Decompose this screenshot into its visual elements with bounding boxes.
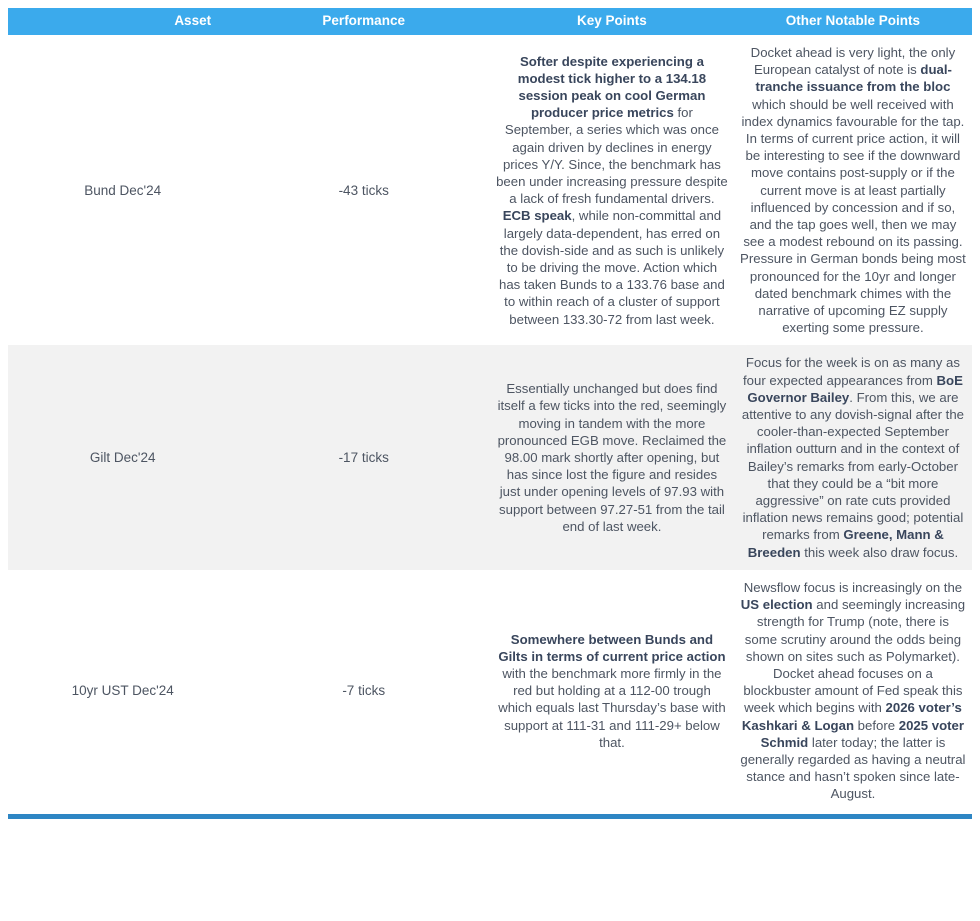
text-segment: later today; the latter is generally regarded as having a neutral stance and hasn’t spoken since late-August.: [740, 734, 966, 802]
bold-text-segment: US election: [740, 597, 813, 613]
column-header-other-notable-points: Other Notable Points: [734, 8, 972, 35]
table-header-row: [8, 8, 972, 35]
text-segment: Focus for the week is on as many as four expected appearances from: [742, 355, 960, 388]
column-header-performance: Performance: [237, 8, 490, 35]
table-row: [8, 35, 972, 345]
performance-cell: -7 ticks: [342, 683, 386, 699]
asset-cell: 10yr UST Dec'24: [71, 683, 174, 699]
asset-performance-table: [8, 8, 972, 812]
text-segment: Docket ahead is very light, the only European catalyst of note is: [750, 45, 956, 78]
other-points-cell: [734, 35, 972, 345]
bold-text-segment: dual-tranche issuance from the bloc: [755, 62, 952, 95]
performance-cell: -43 ticks: [338, 182, 389, 198]
table-row: [8, 345, 972, 569]
table-body: [8, 35, 972, 812]
text-segment: and seemingly increasing strength for Trump (note, there is some scrutiny around the odds being shown on sites such as Polymarket). Docket ahead focuses on a blockbuster amount of Fed speak this week which begins with: [743, 597, 966, 716]
bold-text-segment: Softer despite experiencing a modest tick higher to a 134.18 session peak on cool German producer price metrics: [517, 53, 707, 121]
text-segment: before: [854, 717, 899, 733]
bottom-accent-bar: [8, 814, 972, 819]
text-segment: , while non-committal and largely data-dependent, has erred on the dovish-side and as such is unlikely to be driving the move. Action which has taken Bunds to a 133.76 base and to within reach of a cluster of support between 133.30-72 from last week.: [499, 208, 725, 327]
bold-text-segment: Greene, Mann & Breeden: [747, 527, 944, 560]
text-segment: which should be well received with index dynamics favourable for the tap. In terms of current price action, it will be interesting to see if the downward move contains post-supply or if the current move is at least partially influenced by concession and if so, and the tap goes well, then we may see a modest rebound on its passing. Pressure in German bonds being most pronounced for the 10yr and longer dated benchmark chimes with the narrative of upcoming EZ supply exerting some pressure.: [740, 96, 966, 336]
key-points-cell: [490, 570, 734, 812]
bold-text-segment: ECB speak: [502, 208, 572, 224]
text-segment: . From this, we are attentive to any dovish-signal after the cooler-than-expected September inflation outturn and in the context of Bailey’s remarks from early-October that they could be a “bit more aggressive” on rate cuts provided inflation news remains good; potential remarks from: [741, 389, 964, 543]
text-segment: Essentially unchanged but does find itself a few ticks into the red, seemingly moving in tandem with the more pronounced EGB move. Reclaimed the 98.00 mark shortly after opening, but has since lost the figure and resides just under opening levels of 97.93 with support between 97.27-51 from the tail end of last week.: [497, 381, 727, 534]
other-points-cell: [734, 345, 972, 569]
column-header-asset: Asset: [8, 8, 237, 35]
asset-cell: Gilt Dec'24: [8, 345, 237, 569]
text-segment: with the benchmark more firmly in the red but holding at a 112-00 trough which equals last Thursday’s base with support at 111-31 and 111-29+ below that.: [498, 665, 726, 750]
performance-cell: -17 ticks: [237, 345, 490, 569]
bold-text-segment: BoE Governor Bailey: [747, 372, 963, 405]
column-header-key-points: Key Points: [490, 8, 734, 35]
asset-cell: Bund Dec'24: [84, 182, 162, 198]
bold-text-segment: Somewhere between Bunds and Gilts in terms of current price action: [498, 631, 726, 664]
key-points-cell: [490, 35, 734, 345]
other-points-cell: [734, 570, 972, 812]
bold-text-segment: 2026 voter’s Kashkari & Logan: [741, 700, 962, 733]
key-points-cell: [490, 345, 734, 569]
table-row: [8, 570, 972, 812]
text-segment: for September, a series which was once again driven by declines in energy prices Y/Y. Since, the benchmark has been under increasing pressure despite a lack of fresh fundamental drivers.: [496, 105, 728, 207]
text-segment: Newsflow focus is increasingly on the: [743, 579, 963, 595]
text-segment: this week also draw focus.: [800, 544, 959, 560]
bold-text-segment: 2025 voter Schmid: [760, 717, 964, 750]
